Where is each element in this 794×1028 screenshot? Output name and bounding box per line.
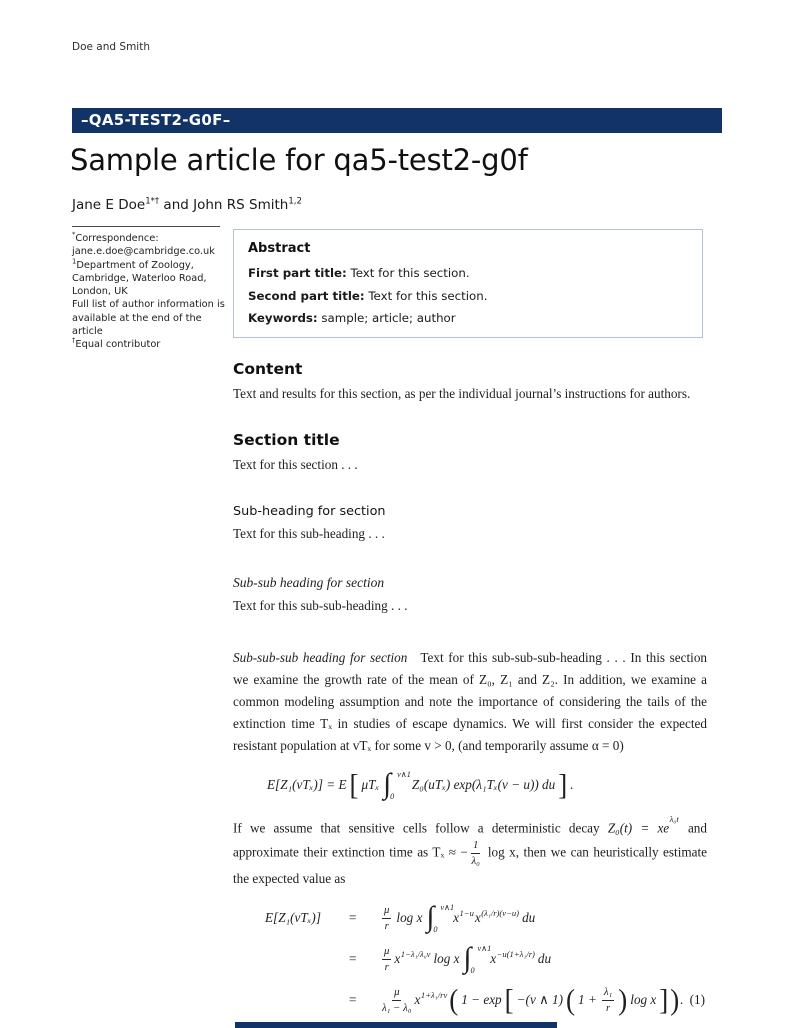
abstract-part-2-text: Text for this section. bbox=[364, 288, 488, 303]
row2-x1: x bbox=[394, 951, 401, 967]
row2-upper-limit: v∧1 bbox=[477, 944, 492, 954]
section-paragraph: Text for this section . . . bbox=[233, 457, 358, 472]
equation-row-1 bbox=[233, 899, 707, 937]
row2-integral-limits bbox=[470, 943, 492, 976]
row2-frac-den: r bbox=[384, 960, 389, 973]
row1-frac-num: μ bbox=[382, 904, 391, 919]
inline-fraction-denominator: λ₀ bbox=[471, 855, 480, 868]
authors-conjunction: and bbox=[159, 197, 194, 213]
banner-label: –QA5-TEST2-G0F– bbox=[81, 111, 231, 129]
sub-sub-heading: Sub-sub heading for section bbox=[233, 575, 385, 590]
row2-x2: x bbox=[490, 951, 497, 967]
eq1-integrand: Z₀(uTₓ) exp(λ₁Tₓ(v − u)) du bbox=[411, 777, 556, 792]
abstract-box bbox=[233, 229, 703, 338]
row2-fraction bbox=[382, 945, 391, 974]
article-body bbox=[233, 360, 707, 1022]
aligned-equations bbox=[233, 899, 707, 1019]
row3-log: log x bbox=[630, 992, 657, 1008]
row3-equals: = bbox=[349, 992, 357, 1008]
row1-integral-limits bbox=[433, 902, 455, 935]
row1-lower-limit: 0 bbox=[433, 925, 438, 935]
row3-frac-num: μ bbox=[392, 986, 401, 1001]
row1-du: du bbox=[522, 910, 536, 926]
sidebar-divider bbox=[72, 226, 220, 227]
footer-bar bbox=[235, 1022, 557, 1028]
row3-x1: x bbox=[414, 992, 421, 1008]
equal-contributor-note bbox=[72, 338, 228, 351]
row3-open-bracket: [ bbox=[504, 983, 514, 1016]
row1-x2: x bbox=[474, 910, 481, 926]
sub-heading-paragraph: Text for this sub-heading . . . bbox=[233, 526, 385, 541]
row3-close-paren: ) bbox=[670, 983, 680, 1016]
row1-frac-den: r bbox=[384, 919, 389, 932]
correspondence-label bbox=[72, 232, 228, 245]
row1-exp2: (λ₁/r)(v−u) bbox=[481, 908, 520, 919]
row2-du: du bbox=[537, 951, 552, 967]
star-mark: * bbox=[72, 230, 76, 239]
affiliation-mark: 1 bbox=[72, 257, 77, 266]
sub-sub-sub-heading: Sub-sub-sub heading for section bbox=[233, 650, 408, 665]
row1-equals: = bbox=[349, 910, 357, 926]
row3-open-paren: ( bbox=[449, 983, 459, 1016]
integral-limits bbox=[390, 769, 411, 801]
row3-frac-den: λ₁ − λ₀ bbox=[382, 1001, 412, 1014]
row3-exp1: 1+λ₁/rv bbox=[420, 990, 448, 1001]
abstract-part-2-label: Second part title: bbox=[248, 288, 365, 303]
author-2-name: John RS Smith bbox=[193, 197, 289, 213]
row2-frac-num: μ bbox=[382, 945, 391, 960]
correspondence-block bbox=[72, 226, 228, 352]
authors-line bbox=[72, 197, 302, 213]
article-title: Sample article for qa5-test2-g0f bbox=[70, 143, 528, 177]
row3-frac2-den: r bbox=[605, 1001, 611, 1014]
row3-body: 1 − exp bbox=[461, 992, 502, 1008]
integral bbox=[383, 767, 411, 801]
row1-fraction bbox=[382, 904, 391, 933]
dagger-mark: † bbox=[72, 337, 76, 346]
keywords-label: Keywords: bbox=[248, 311, 318, 325]
row3-frac2-num: λ₁ bbox=[602, 986, 614, 1001]
row1-integral-glyph: ∫ bbox=[426, 900, 435, 933]
row3-period: . bbox=[680, 992, 684, 1008]
affiliation-line-2: Cambridge, Waterloo Road, bbox=[72, 272, 207, 284]
heuristic-paragraph bbox=[233, 813, 707, 890]
eq1-coefficient: μTₓ bbox=[361, 777, 380, 792]
row1-integral bbox=[426, 900, 455, 935]
abstract-part-1 bbox=[248, 266, 688, 280]
author-info-note-2: available at the end of the article bbox=[72, 312, 202, 338]
row2-integral bbox=[463, 941, 492, 976]
row3-close-paren-2: ) bbox=[618, 983, 628, 1016]
row3-fraction-2 bbox=[602, 986, 614, 1015]
author-info-note-1: Full list of author information is bbox=[72, 299, 225, 311]
inline-fraction bbox=[471, 839, 480, 868]
author-1-name: Jane E Doe bbox=[72, 197, 146, 213]
display-equation-expectation bbox=[265, 769, 707, 801]
sub-sub-sub-text: Text for this sub-sub-sub-heading . . . In this section we examine the growth rate of the mean of Z₀, Z₁ and Z₂. In addition, we examine a common modeling assumption and note the importance of considering the tails of the extinction time Tₓ in studies of escape dynamics. We will first consider the expected resistant population at vTₓ for some v > 0, (and temporarily assume α = 0) bbox=[233, 650, 708, 753]
p2-seg-c: and approximate their extinction time as Tₓ ≈ − bbox=[233, 820, 707, 860]
row3-mid: −(v ∧ 1) bbox=[516, 992, 564, 1008]
equation-row-2 bbox=[233, 940, 707, 978]
row2-lower-limit: 0 bbox=[470, 966, 475, 976]
sub-sub-heading-paragraph: Text for this sub-sub-heading . . . bbox=[233, 598, 408, 613]
article-id-banner bbox=[72, 108, 722, 133]
affiliation-line-3: London, UK bbox=[72, 286, 128, 298]
eq1-lhs: E[Z₁(vTₓ)] = E bbox=[267, 777, 347, 792]
equation-number: (1) bbox=[689, 992, 705, 1008]
eq1-left-bracket: [ bbox=[349, 768, 359, 801]
abstract-part-1-label: First part title: bbox=[248, 266, 347, 280]
p2-seg-a: If we assume that sensitive cells follow a deterministic decay bbox=[233, 820, 608, 836]
author-2-affiliation-marks: 1,2 bbox=[288, 196, 302, 207]
abstract-part-2 bbox=[248, 289, 688, 303]
sub-heading: Sub-heading for section bbox=[233, 504, 386, 519]
equal-contributor-text: Equal contributor bbox=[75, 339, 161, 351]
sub-sub-sub-paragraph bbox=[233, 647, 707, 757]
row2-equals: = bbox=[349, 951, 357, 967]
affiliation-line-1 bbox=[72, 259, 228, 272]
row3-fraction bbox=[382, 986, 412, 1015]
eq1-period: . bbox=[570, 777, 574, 792]
inline-fraction-numerator: 1 bbox=[471, 839, 480, 854]
abstract-keywords bbox=[248, 311, 688, 325]
abstract-title: Abstract bbox=[248, 241, 311, 256]
p2-seg-d: log x, then we can heuristically estimate the expected value as bbox=[233, 844, 707, 887]
row2-exp2: −u(1+λ₁/r) bbox=[496, 949, 535, 960]
keywords-text: sample; article; author bbox=[317, 311, 456, 325]
row2-exp1: 1−λ₁/λ₀v bbox=[400, 949, 431, 960]
section-heading: Section title bbox=[233, 431, 340, 449]
affiliation-text-1: Department of Zoology, bbox=[76, 259, 194, 271]
running-head: Doe and Smith bbox=[72, 41, 150, 53]
row1-lhs: E[Z₁(vTₓ)] bbox=[265, 910, 321, 926]
content-paragraph: Text and results for this section, as per the individual journal’s instructions for authors. bbox=[233, 386, 691, 401]
row2-log: log x bbox=[433, 951, 460, 967]
eq1-right-bracket: ] bbox=[558, 768, 568, 801]
decay-expression: Z₀(t) = xe bbox=[607, 820, 670, 836]
row2-integral-glyph: ∫ bbox=[463, 941, 472, 974]
correspondence-email[interactable]: jane.e.doe@cambridge.co.uk bbox=[72, 246, 215, 258]
abstract-part-1-text: Text for this section. bbox=[346, 266, 470, 280]
integral-glyph: ∫ bbox=[383, 767, 392, 800]
integral-lower-limit: 0 bbox=[390, 792, 395, 801]
row1-x1: x bbox=[453, 910, 459, 926]
row3-close-bracket: ] bbox=[659, 983, 669, 1016]
equation-row-3 bbox=[233, 981, 707, 1019]
content-heading: Content bbox=[233, 360, 303, 378]
integral-upper-limit: v∧1 bbox=[397, 770, 411, 779]
row3-mid2: 1 + bbox=[578, 992, 597, 1008]
row3-open-paren-2: ( bbox=[566, 983, 576, 1016]
author-1-affiliation-marks: 1*† bbox=[145, 196, 160, 207]
row1-upper-limit: v∧1 bbox=[440, 903, 455, 913]
correspondence-text: Correspondence: bbox=[75, 233, 159, 244]
row1-exp1: 1−u bbox=[459, 908, 474, 919]
decay-exponent: λ₀t bbox=[669, 814, 679, 824]
row1-log: log x bbox=[396, 910, 423, 926]
